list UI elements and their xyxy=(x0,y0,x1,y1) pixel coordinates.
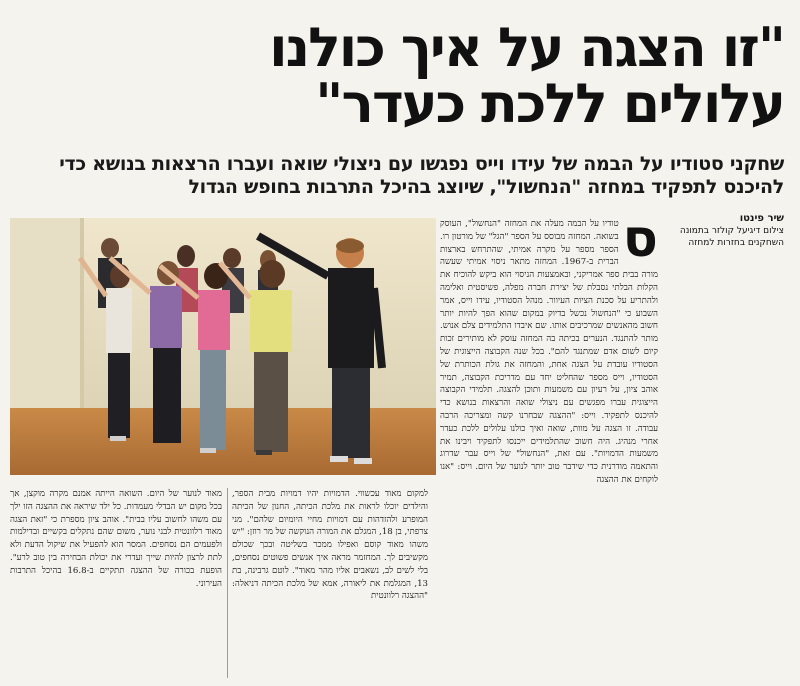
byline xyxy=(676,213,784,249)
photo-illustration xyxy=(10,218,436,475)
subheadline: שחקני סטודיו על הבמה של עידו וייס נפגשו עם ניצולי שואה ועברו הרצאות בנושא כדי להיכנס לתפקיד במחזה "הנחשול", שיוצג בהיכל התרבות בחופש הגדול xyxy=(59,153,784,198)
photo-credit: צילום דיגיעל קולזר בתמונה השחקנים בחזרות למחזה xyxy=(679,226,784,248)
column-left-text: מאוד לנוער של היום. השואה הייתה אמנם מקרה מוקצן, אך בכל מקום יש הבדלי מעמדות. כל ילד שיראה את ההצגה הזו ילך עם משהו לחשוב עליו בבית". אוהב ציון מספרת כי "זאת הצגה מאוד רלוונטית לבני נוער, משום שהם נתקלים בקשיים ובדילמות ולפעמים הם נסחפים. המסר הוא להפעיל את שיקול הדעת ולא לתת לרצון להיות שייך ועדרי את יכולת הבחירה בין טוב לרע". הופעת בכורה של ההצגה תתקיים ב-16.8 בהיכל התרבות העירוני. xyxy=(10,489,222,589)
column-divider xyxy=(227,488,228,678)
headline-line-2: עלולים ללכת כעדר" xyxy=(315,72,784,135)
author-name: שיר פינטו xyxy=(739,213,784,224)
drop-cap: ס xyxy=(622,218,658,269)
article-column-right xyxy=(440,218,658,678)
headline xyxy=(14,16,784,135)
headline-line-1: "זו הצגה על איך כולנו xyxy=(269,16,784,79)
article-photo xyxy=(10,218,436,475)
article-column-middle xyxy=(232,488,428,682)
article-column-left xyxy=(10,488,222,682)
column-middle-text: למקום מאוד עכשווי. הדמויות יהיו דמויות מבית הספר, והילדים יוכלו לראות את מלכת הכיתה, החנון של הכיתה המופרע ולהזדהות עם דמויות מחיי היומיום שלהם". מני צרפתי, בן 18, המגלם את המורה הנוקשה של מר רוזן: "יש משהו מאוד קוסם ואפילו ממכר בשליטה ובכך שכולם מקשיבים לך. המחזמר מראה איך אנשים פשוטים נסחפים, בלי לשים לב, נשאבים אליו מהר מאוד". לוטם גרבינה, בת 13, המגלמת את ליאורה, אמא של מלכת הכיתה דניאלה: "ההצגה רלוונטית xyxy=(232,489,428,602)
column-right-text: טודיו על הבמה מעלה את המחזה "הנחשול", העוסק בשואה. המחזה מבוסס על הספר "הגל" של מורטון רו. הספר מספר על מקרה אמיתי, שהתרחש בארצות הברית ב-1967. המחזה מתאר ניסוי אמיתי שעשה מורה בבית ספר אמריקני, ובאמצעות הניסוי הוא ביקש להוכיח את הקלות הבלתי נסבלת של יצירת חברה מפלה, פשיסטית ואלימה ולהתריע על סכנת הציות העיוור. מנהל הסטודיו, עידו וייס, אמר השבוע כי "הנחשול נכשל בדיוק במקום שהוא הפך להיות יותר חשוב מהאנשים שמרכיבים אותו. שם איבדו התלמידים צלם אנוש. מותר להתנגד. הנערים בכיתה בה המחזה עוסק לא מותירים זכות קיום לשום אדם שמתנגד להם". בכל שנה הקבוצה הייצוגית של הסטודיו עובדת על הצגה אחת, והמחזה את גולת הכותרת של הסטודיו, וייס מספר שהחליט יחד עם מדריכת הקבוצה, תמיר אוהב ציון, על רעיון עם משמעות ותוכן להצגה. תלמידי הקבוצה הייצוגית עברו מפגשים עם ניצולי שואה והרצאות בנושא כדי להיכנס לתפקיד. וייס: "ההצגה שבחרנו קשה ומצריכה הרבה עבודה. זו הצגה על מוות, שואה ואיך כולנו עלולים ללכת כעדר אחרי מנהיג. היה חשוב שהתלמידים ייכנסו לתפקיד ויבינו את משמעות הדמויות". עם זאת, "הנחשול" של וייס עבר שדרוג והתאמה מודרנית כדי שידבר טוב יותר לנוער של היום. וייס: "אנו לוקחים את ההצגה xyxy=(440,219,658,485)
